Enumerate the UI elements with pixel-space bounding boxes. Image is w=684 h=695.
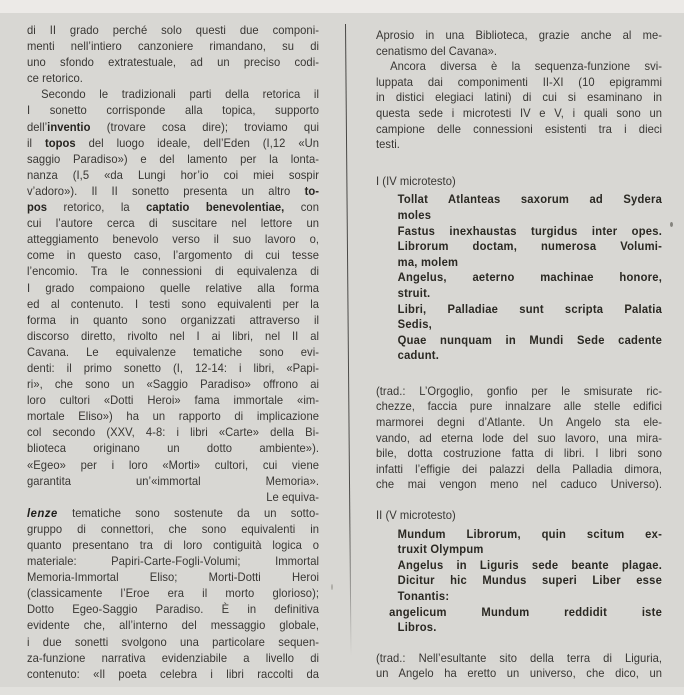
text-segment: truxit Olympum xyxy=(397,542,484,557)
text-line xyxy=(398,192,662,208)
text-segment: cadunt. xyxy=(397,348,440,363)
text-segment: bile, dotta costruzione fatta di libri. I libri sono xyxy=(376,446,663,461)
text-line xyxy=(27,312,319,328)
bold-text: inventio xyxy=(47,119,91,134)
text-line xyxy=(27,424,319,440)
text-line xyxy=(27,296,319,312)
text-segment: za-funzione narrativa evidenziabile a livello di xyxy=(27,650,320,665)
text-segment: nanza (I,5 «da Lungi hor’io coi miei sospir xyxy=(27,167,320,182)
text-line xyxy=(27,634,319,650)
text-segment: contenuto: «Il poeta celebra i libri raccolti da xyxy=(27,666,320,681)
text-segment: denti: il primo sonetto (I, 12-14: i libri, «Papi- xyxy=(27,360,320,375)
text-line xyxy=(27,247,319,263)
text-line xyxy=(376,666,662,682)
text-segment: Dicitur hic Mundus superi Liber esse xyxy=(397,573,663,588)
text-line xyxy=(376,106,662,122)
text-segment: l’encomio. Tra le connessioni di equivalenza di xyxy=(27,264,320,279)
text-segment: discorso diretto, rivolto nel I ai libri, nel II al xyxy=(27,328,320,343)
text-line xyxy=(376,44,662,60)
text-segment: retorico, la xyxy=(47,200,147,215)
section-heading-microtesto-iv: I (IV microtesto) xyxy=(376,173,456,188)
text-line xyxy=(27,505,319,521)
text-line xyxy=(376,28,662,44)
text-line xyxy=(27,585,319,601)
text-segment: luppata dai componimenti II-XI (10 epigrammi xyxy=(376,74,663,89)
text-segment: Memoria-Immortal Eliso; Morti-Dotti Heroi xyxy=(27,570,320,585)
text-segment: ed al contenuto. I testi sono equivalenti per la xyxy=(27,296,320,311)
text-line xyxy=(376,75,662,91)
text-segment: tematiche sono sostenute da un sotto- xyxy=(57,505,320,520)
text-segment: I grado compaiono quelle relative alla forma xyxy=(27,280,320,295)
text-segment: Cavana. Le equivalenze tematiche sono evi- xyxy=(27,344,320,359)
text-segment: ma, molem xyxy=(397,254,459,269)
text-line xyxy=(376,122,662,138)
text-segment: Le equiva- xyxy=(266,489,320,504)
text-line xyxy=(27,135,319,151)
text-segment: moles xyxy=(397,207,432,222)
text-segment: gruppo di connettori, che sono equivalenti in xyxy=(27,521,320,536)
text-segment: in distici elegiaci latini) di cui si esaminano in xyxy=(376,90,663,105)
text-line xyxy=(376,137,662,153)
text-segment: Angelus in Liguris sede beante plagae. xyxy=(397,557,663,572)
column-divider-rule xyxy=(345,24,352,656)
bold-text: captatio benevolentiae, xyxy=(146,200,285,215)
bold-text: topos xyxy=(44,135,76,150)
text-segment: uno sfondo extratestuale, ad un preciso codi- xyxy=(27,55,320,70)
paragraph-body xyxy=(376,59,662,153)
text-line xyxy=(398,270,662,286)
text-line xyxy=(398,208,662,224)
text-segment: «Egeo» per i loro «Morti» cultori, cui viene xyxy=(27,457,320,472)
text-line xyxy=(398,239,662,255)
text-segment: come in questo caso, l’argomento di cui tesse xyxy=(27,248,320,263)
text-line xyxy=(27,489,319,505)
text-segment: cui l’autore cerca di suscitare nel lettore un xyxy=(27,216,320,231)
text-line xyxy=(376,477,662,493)
text-segment: con xyxy=(284,200,319,215)
text-line xyxy=(27,376,319,392)
text-segment: loro cultori «Dotti Heroi» fama immortale «im- xyxy=(27,393,320,408)
text-segment: del luogo ideale, dell’Eden (I,12 «Un xyxy=(75,135,320,150)
scan-speck xyxy=(331,584,333,590)
translation-paragraph-v xyxy=(376,651,662,682)
bold-text: pos xyxy=(27,200,48,215)
latin-poem-v xyxy=(389,526,663,636)
text-segment: Sedis, xyxy=(397,317,433,332)
correction-text: lenze xyxy=(27,505,58,520)
scan-edge-bottom xyxy=(0,687,684,695)
text-line xyxy=(27,392,319,408)
text-segment: I sonetto corrisponde alla topica, supporto xyxy=(27,103,320,118)
text-segment: col secondo (XXV, 4-8: i libri «Carte» della Bi- xyxy=(27,425,320,440)
text-line xyxy=(27,199,319,215)
text-segment: Libros. xyxy=(397,620,437,635)
text-segment: vando, ad eterna lode del suo lavoro, una mira- xyxy=(376,430,663,445)
text-line xyxy=(398,348,662,364)
text-line xyxy=(27,102,319,118)
text-line xyxy=(27,650,319,666)
text-line xyxy=(27,231,319,247)
text-line xyxy=(27,183,319,199)
text-line xyxy=(398,286,662,302)
text-segment: evidente che, all’interno del messaggio globale, xyxy=(27,618,320,633)
text-line xyxy=(376,651,662,667)
text-segment: dell’ xyxy=(27,119,48,134)
text-segment: cenatismo del Cavana». xyxy=(376,43,498,58)
text-segment: saggio Paradiso») e del lamento per la lonta- xyxy=(27,151,320,166)
text-line xyxy=(27,215,319,231)
text-line xyxy=(27,537,319,553)
text-line xyxy=(376,462,662,478)
section-heading-microtesto-v: II (V microtesto) xyxy=(376,508,456,523)
text-line xyxy=(398,542,662,558)
text-segment: Librorum doctam, numerosa Volumi- xyxy=(397,239,663,254)
text-line xyxy=(27,119,319,135)
text-segment: Libri, Palladiae sunt scripta Palatia xyxy=(397,301,663,316)
bold-text: to- xyxy=(304,183,320,198)
text-line xyxy=(376,415,662,431)
text-line xyxy=(398,527,662,543)
text-line xyxy=(27,22,319,38)
text-segment: Mundum Librorum, quin scitum ex- xyxy=(397,526,663,541)
text-segment: mortale Eliso») ha un rapporto di implicazione xyxy=(27,409,320,424)
text-line xyxy=(376,59,662,75)
text-segment: il xyxy=(27,135,45,150)
text-segment: Aprosio in una Biblioteca, grazie anche al me- xyxy=(376,28,663,42)
text-line xyxy=(398,224,662,240)
text-line xyxy=(398,333,662,349)
text-segment: ri», che sono un «Saggio Paradiso» offrono ai xyxy=(27,377,320,392)
text-segment: materiale: Papiri-Carte-Fogli-Volumi; Immortal xyxy=(27,554,320,569)
latin-poem-iv xyxy=(398,192,662,364)
text-line xyxy=(398,302,662,318)
text-segment: v’adoro»). Il II sonetto presenta un altro xyxy=(27,183,305,198)
text-line xyxy=(27,167,319,183)
text-segment: Tonantis: xyxy=(397,589,450,603)
text-segment: struit. xyxy=(397,285,431,300)
text-segment: i due sonetti svolgono una particolare sequen- xyxy=(27,634,320,649)
text-line xyxy=(27,151,319,167)
text-segment: questa sede i microtesti IV e V, i quali sono un xyxy=(376,105,663,120)
text-line xyxy=(27,617,319,633)
text-segment: blioteca originano un dotto ambiente»). xyxy=(27,441,320,456)
text-line xyxy=(398,255,662,271)
text-segment: che mai vengon meno nel caduco Universo). xyxy=(376,477,663,492)
paragraph-continuation xyxy=(376,28,662,59)
text-line xyxy=(27,280,319,296)
paragraph-continuation xyxy=(27,22,319,86)
text-line xyxy=(398,558,662,574)
text-line xyxy=(27,408,319,424)
paragraph-body xyxy=(27,86,319,681)
text-segment: garantita un’«immortal Memoria». xyxy=(27,473,320,488)
text-segment: Angelus, aeterno machinae honore, xyxy=(397,270,663,285)
text-line xyxy=(376,384,662,400)
text-segment: Tollat Atlanteas saxorum ad Sydera xyxy=(397,192,663,207)
text-segment: menti nell’intiero canzoniere rimandano, su di xyxy=(27,39,320,54)
text-segment: quanto presentano tra di loro contiguità logica o xyxy=(27,538,320,552)
scan-edge-top xyxy=(0,0,684,13)
text-line xyxy=(27,601,319,617)
left-column xyxy=(27,22,319,682)
text-segment: (trad.: L’Orgoglio, gonfio per le smisurate ric- xyxy=(376,383,663,398)
text-segment: infatti l’effigie dei palazzi della Palladia dimora, xyxy=(376,461,663,476)
text-segment: (trad.: Nell’esultante sito della terra di Liguria, xyxy=(376,650,663,665)
text-line xyxy=(27,440,319,456)
scan-speck xyxy=(670,222,673,227)
text-line xyxy=(27,328,319,344)
text-segment: marmorei degni d’Atlante. Un Angelo sta ele- xyxy=(376,415,663,430)
text-segment: Ancora diversa è la sequenza-funzione svi- xyxy=(390,59,663,74)
translation-paragraph-iv xyxy=(376,384,662,493)
text-line xyxy=(398,620,662,636)
text-segment: testi. xyxy=(376,137,400,152)
text-segment: ce retorico. xyxy=(27,71,83,86)
text-line xyxy=(27,569,319,585)
text-segment: Dotto Egeo-Saggio Paradiso. È in definitiva xyxy=(27,602,320,617)
text-line xyxy=(27,521,319,537)
text-segment: un Angelo ha eretto un universo, che dico, un xyxy=(376,666,663,681)
text-line xyxy=(376,399,662,415)
text-line xyxy=(27,360,319,376)
text-line xyxy=(27,263,319,279)
text-line xyxy=(27,344,319,360)
text-segment: chezze, faccia pure innalzare alle stelle edifici xyxy=(376,399,663,414)
text-line xyxy=(389,605,662,621)
text-line xyxy=(398,589,662,605)
text-line xyxy=(27,86,319,102)
text-line xyxy=(376,431,662,447)
text-segment: (classicamente l’Eroe era il morto glorioso); xyxy=(27,586,320,601)
text-segment: angelicum Mundum reddidit iste xyxy=(389,604,663,619)
text-segment: Secondo le tradizionali parti della retorica il xyxy=(41,87,320,102)
text-line xyxy=(27,473,319,489)
text-line xyxy=(27,54,319,70)
text-segment: Fastus inexhaustas turgidus inter opes. xyxy=(397,223,663,238)
text-segment: Quae nunquam in Mundi Sede cadente xyxy=(397,332,663,347)
text-line xyxy=(27,553,319,569)
text-segment: forma in quanto sono organizzati attraverso il xyxy=(27,312,320,327)
text-line xyxy=(376,446,662,462)
text-line xyxy=(27,70,319,86)
text-line xyxy=(27,666,319,682)
text-line xyxy=(398,317,662,333)
text-segment: (trovare cosa dire); troviamo qui xyxy=(90,119,320,134)
text-segment: di II grado perché solo questi due componi- xyxy=(27,23,320,37)
text-segment: campione delle connessioni esistenti tra i dieci xyxy=(376,121,663,136)
text-line xyxy=(398,573,662,589)
text-line xyxy=(27,457,319,473)
text-line xyxy=(27,38,319,54)
right-column xyxy=(376,28,662,682)
text-segment: atteggiamento benevolo verso il suo lavoro o, xyxy=(27,232,320,247)
text-line xyxy=(376,90,662,106)
